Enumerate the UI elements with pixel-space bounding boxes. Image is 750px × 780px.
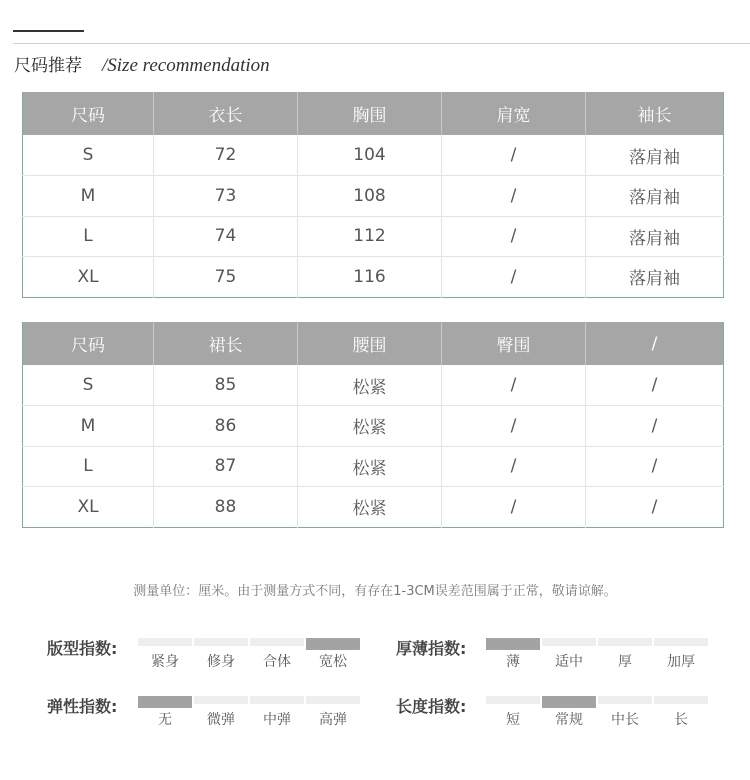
table-cell: / <box>442 216 586 257</box>
index-option <box>653 696 709 729</box>
table-cell: 88 <box>154 487 298 528</box>
index-option <box>193 638 249 671</box>
table-cell: S <box>23 365 154 406</box>
table-cell: 松紧 <box>298 365 442 406</box>
index-bar <box>250 696 304 704</box>
table-cell: / <box>586 446 724 487</box>
index-bar <box>194 638 248 646</box>
index-bar <box>306 696 360 704</box>
table-header-row <box>23 92 724 135</box>
table-cell: 松紧 <box>298 406 442 447</box>
index-bar <box>194 696 248 704</box>
table-row <box>23 135 724 176</box>
index-option <box>249 696 305 729</box>
index-option-label: 高弹 <box>319 712 347 728</box>
length-index-scale <box>485 696 709 729</box>
index-bar <box>654 638 708 646</box>
table-cell: 落肩袖 <box>586 257 724 298</box>
table-cell: 松紧 <box>298 446 442 487</box>
index-option <box>485 638 541 671</box>
table-row <box>23 257 724 298</box>
table-cell: 116 <box>298 257 442 298</box>
table-header-row <box>23 322 724 365</box>
table-row <box>23 365 724 406</box>
index-option <box>541 696 597 729</box>
index-option-label: 薄 <box>506 654 520 670</box>
index-option-label: 紧身 <box>151 654 179 670</box>
measurement-note: 测量单位：厘米。由于测量方式不同，有存在1-3CM误差范围属于正常，敬请谅解。 <box>133 584 617 599</box>
index-option-label: 短 <box>506 712 520 728</box>
header-cell: 肩宽 <box>442 92 586 135</box>
index-option <box>597 696 653 729</box>
index-option-label: 中长 <box>611 712 639 728</box>
table-cell: / <box>442 446 586 487</box>
header-cell: 胸围 <box>298 92 442 135</box>
index-option <box>249 638 305 671</box>
header-cell: 尺码 <box>23 322 154 365</box>
heading-title-en: /Size recommendation <box>102 55 270 76</box>
index-option <box>137 638 193 671</box>
index-option <box>305 638 361 671</box>
top-size-table <box>22 92 724 298</box>
table-cell: 松紧 <box>298 487 442 528</box>
section-heading <box>14 51 270 77</box>
index-option-label: 无 <box>158 712 172 728</box>
table-cell: / <box>651 375 658 395</box>
table-cell: S <box>23 135 154 176</box>
table-cell: 87 <box>154 446 298 487</box>
index-option-label: 宽松 <box>319 654 347 670</box>
table-cell: L <box>23 446 154 487</box>
index-option-label: 长 <box>674 712 688 728</box>
table-cell: / <box>586 487 724 528</box>
table-cell: 落肩袖 <box>586 176 724 217</box>
header-cell: 臀围 <box>442 322 586 365</box>
table-cell: / <box>442 257 586 298</box>
table-cell: / <box>586 406 724 447</box>
index-bar <box>306 638 360 650</box>
table-cell: / <box>442 135 586 176</box>
index-bar <box>138 638 192 646</box>
table-cell: L <box>23 216 154 257</box>
bottom-size-table <box>22 322 724 528</box>
table-cell: 73 <box>154 176 298 217</box>
table-row <box>23 446 724 487</box>
heading-title-cn: 尺码推荐 <box>14 56 82 76</box>
table-cell: 74 <box>154 216 298 257</box>
table-cell: / <box>442 487 586 528</box>
top-divider <box>13 43 750 44</box>
index-bar <box>598 696 652 704</box>
table-cell: 104 <box>298 135 442 176</box>
index-option-label: 修身 <box>207 654 235 670</box>
index-option <box>597 638 653 671</box>
elasticity-index-label: 弹性指数: <box>47 697 118 716</box>
thickness-index-scale <box>485 638 709 671</box>
table-row <box>23 216 724 257</box>
table-cell: 75 <box>154 257 298 298</box>
header-cell: 腰围 <box>298 322 442 365</box>
index-bar <box>486 638 540 650</box>
index-option-label: 厚 <box>618 654 632 670</box>
table-cell: 112 <box>298 216 442 257</box>
header-cell: 袖长 <box>586 92 724 135</box>
index-bar <box>486 696 540 704</box>
table-row <box>23 406 724 447</box>
index-option-label: 微弹 <box>207 712 235 728</box>
header-cell: 衣长 <box>154 92 298 135</box>
index-option-label: 加厚 <box>667 654 695 670</box>
header-cell: / <box>586 322 724 365</box>
table-cell: 86 <box>154 406 298 447</box>
index-option-label: 适中 <box>555 654 583 670</box>
length-index-label: 长度指数: <box>396 697 467 716</box>
table-cell: 85 <box>154 365 298 406</box>
index-option-label: 常规 <box>555 712 583 728</box>
index-bar <box>542 696 596 708</box>
table-cell: XL <box>23 257 154 298</box>
thickness-index-label: 厚薄指数: <box>396 639 467 658</box>
table-row <box>23 176 724 217</box>
index-option <box>541 638 597 671</box>
header-cell: 尺码 <box>23 92 154 135</box>
index-option <box>137 696 193 729</box>
index-bar <box>250 638 304 646</box>
index-option <box>485 696 541 729</box>
table-cell: 落肩袖 <box>586 216 724 257</box>
elasticity-index-scale <box>137 696 361 729</box>
top-accent-bar <box>13 30 84 32</box>
table-cell: 落肩袖 <box>629 147 680 168</box>
table-cell: / <box>442 406 586 447</box>
table-cell: M <box>23 176 154 217</box>
table-cell: M <box>23 406 154 447</box>
index-option <box>193 696 249 729</box>
table-cell: / <box>442 365 586 406</box>
index-bar <box>138 696 192 708</box>
table-row <box>23 487 724 528</box>
index-bar <box>598 638 652 646</box>
fit-index-label: 版型指数: <box>47 639 118 658</box>
table-cell: XL <box>23 487 154 528</box>
table-cell: / <box>442 176 586 217</box>
header-cell: 裙长 <box>154 322 298 365</box>
index-bar <box>542 638 596 646</box>
table-cell: 72 <box>154 135 298 176</box>
index-bar <box>654 696 708 704</box>
index-option-label: 合体 <box>263 654 291 670</box>
index-option <box>653 638 709 671</box>
index-option-label: 中弹 <box>263 712 291 728</box>
index-option <box>305 696 361 729</box>
fit-index-scale <box>137 638 361 671</box>
table-cell: 108 <box>298 176 442 217</box>
